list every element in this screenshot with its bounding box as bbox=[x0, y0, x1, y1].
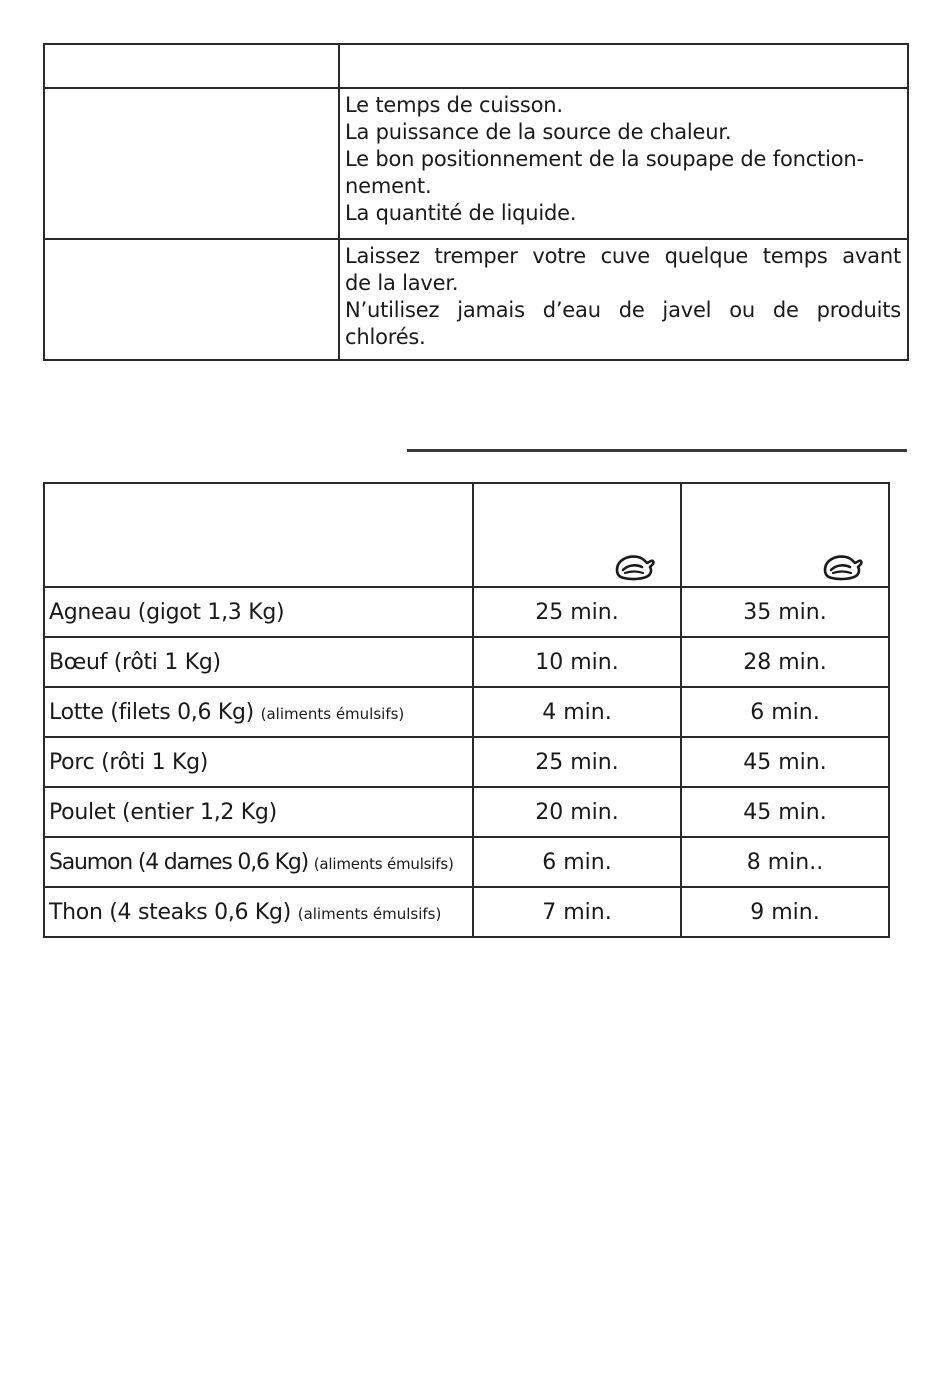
time-cell-2: 45 min. bbox=[681, 787, 889, 837]
time-cell-1: 25 min. bbox=[473, 587, 681, 637]
time-cell-1: 10 min. bbox=[473, 637, 681, 687]
food-name: Thon (4 steaks 0,6 Kg) bbox=[49, 899, 292, 925]
food-note: (aliments émulsifs) bbox=[313, 854, 454, 873]
troubleshooting-cause-cell bbox=[44, 239, 339, 360]
remedy-line: chlorés. bbox=[345, 325, 426, 349]
food-name: Poulet (entier 1,2 Kg) bbox=[49, 799, 277, 825]
remedy-line: La puissance de la source de chaleur. bbox=[345, 120, 732, 144]
time-cell-2: 8 min.. bbox=[681, 837, 889, 887]
troubleshooting-row bbox=[44, 239, 908, 360]
remedy-line: N’utilisez jamais d’eau de javel ou de produits bbox=[345, 298, 901, 322]
pressure-mode-2-icon bbox=[820, 552, 864, 582]
food-cell bbox=[44, 587, 473, 637]
time-cell-1: 20 min. bbox=[473, 787, 681, 837]
time-column-header-2 bbox=[681, 483, 889, 587]
table-row bbox=[44, 687, 889, 737]
food-name: Agneau (gigot 1,3 Kg) bbox=[49, 599, 285, 625]
pressure-mode-1-icon bbox=[612, 552, 656, 582]
remedy-line: Le temps de cuisson. bbox=[345, 93, 563, 117]
food-cell bbox=[44, 637, 473, 687]
food-cell bbox=[44, 837, 473, 887]
time-cell-2: 6 min. bbox=[681, 687, 889, 737]
section-divider bbox=[407, 449, 907, 452]
troubleshooting-header-cause bbox=[44, 44, 339, 88]
time-cell-2: 35 min. bbox=[681, 587, 889, 637]
troubleshooting-table bbox=[43, 43, 909, 361]
remedy-line: nement. bbox=[345, 174, 432, 198]
remedy-line: Laissez tremper votre cuve quelque temps avant bbox=[345, 244, 901, 268]
food-note: (aliments émulsifs) bbox=[260, 704, 405, 723]
time-column-header-1 bbox=[473, 483, 681, 587]
remedy-line: La quantité de liquide. bbox=[345, 201, 577, 225]
table-row bbox=[44, 837, 889, 887]
table-row bbox=[44, 637, 889, 687]
time-cell-1: 4 min. bbox=[473, 687, 681, 737]
table-row bbox=[44, 887, 889, 937]
remedy-line: de la laver. bbox=[345, 271, 459, 295]
food-cell bbox=[44, 887, 473, 937]
time-cell-1: 25 min. bbox=[473, 737, 681, 787]
food-column-header bbox=[44, 483, 473, 587]
troubleshooting-cause-cell bbox=[44, 88, 339, 239]
table-row bbox=[44, 587, 889, 637]
food-note: (aliments émulsifs) bbox=[297, 904, 442, 923]
troubleshooting-remedy-cell bbox=[339, 239, 908, 360]
remedy-line: Le bon positionnement de la soupape de fonction- bbox=[345, 147, 864, 171]
food-cell bbox=[44, 737, 473, 787]
table-row bbox=[44, 737, 889, 787]
food-cell bbox=[44, 687, 473, 737]
time-cell-2: 45 min. bbox=[681, 737, 889, 787]
food-name: Saumon (4 darnes 0,6 Kg) bbox=[49, 849, 308, 875]
food-name: Porc (rôti 1 Kg) bbox=[49, 749, 209, 775]
cooking-table-header-row bbox=[44, 483, 889, 587]
time-cell-2: 9 min. bbox=[681, 887, 889, 937]
table-row bbox=[44, 787, 889, 837]
cooking-times-table bbox=[43, 482, 890, 938]
food-cell bbox=[44, 787, 473, 837]
time-cell-2: 28 min. bbox=[681, 637, 889, 687]
troubleshooting-row bbox=[44, 88, 908, 239]
time-cell-1: 6 min. bbox=[473, 837, 681, 887]
troubleshooting-header-remedy bbox=[339, 44, 908, 88]
troubleshooting-remedy-cell bbox=[339, 88, 908, 239]
food-name: Lotte (filets 0,6 Kg) bbox=[49, 699, 254, 725]
troubleshooting-header-row bbox=[44, 44, 908, 88]
food-name: Bœuf (rôti 1 Kg) bbox=[49, 649, 221, 675]
time-cell-1: 7 min. bbox=[473, 887, 681, 937]
